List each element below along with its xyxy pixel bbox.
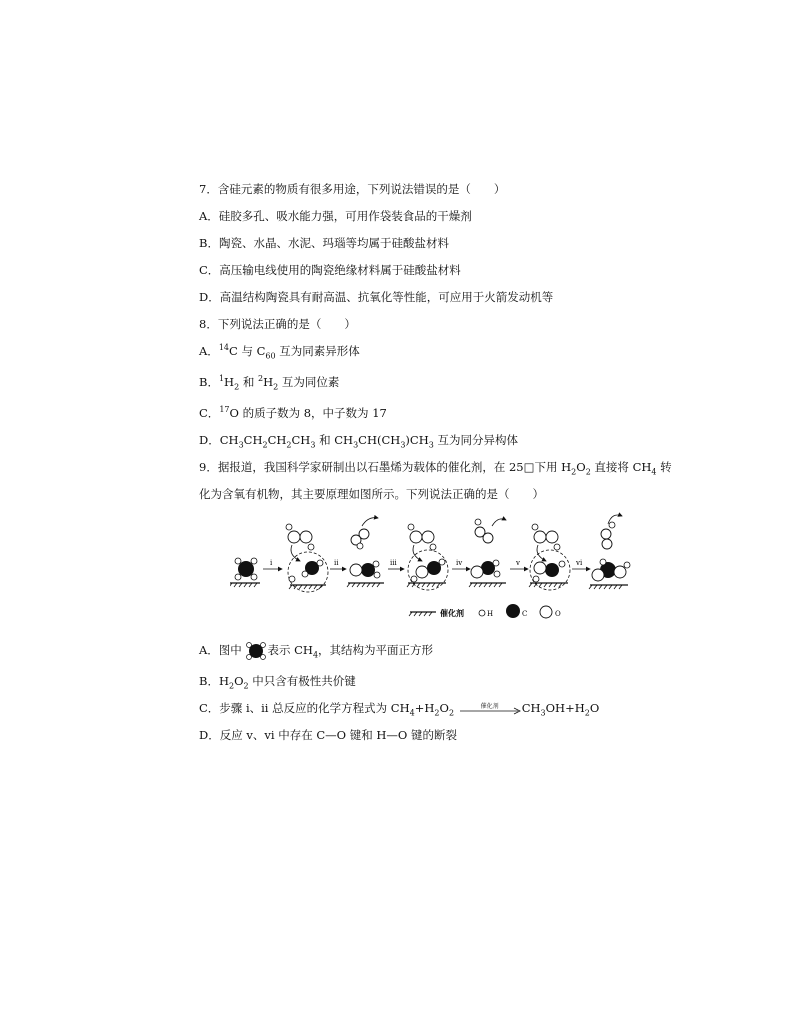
step-arrow-vi xyxy=(572,559,590,569)
q9-stem-line1: 9．据报道，我国科学家研制出以石墨烯为载体的催化剂，在 25□下用 $H_2O_2$ 直接将 $CH_4$ 转 xyxy=(199,460,672,477)
step-arrow-i xyxy=(263,559,282,569)
q9-option-c: C．步骤 i、ii 总反应的化学方程式为 $CH_4+H_2O_2$ 催化剂 $CH_3OH+H_2O$ xyxy=(199,701,600,718)
catalyst-arrow-label: 催化剂 xyxy=(480,703,499,710)
step-arrow-iii xyxy=(388,559,404,569)
step-label-i: i xyxy=(270,559,273,567)
legend-o-label: O xyxy=(555,610,561,618)
q7-stem: 7．含硅元素的物质有很多用途，下列说法错误的是（ ） xyxy=(199,182,506,196)
catalyst-arrow xyxy=(458,702,522,716)
q8-option-a: A．$^{14}$C 与 $C_{60}$ 互为同素异形体 xyxy=(199,343,360,361)
step-label-iv: iv xyxy=(456,559,463,567)
stage-6 xyxy=(589,515,630,589)
reaction-mechanism-diagram xyxy=(230,512,650,624)
stage-5 xyxy=(529,524,570,590)
q7-option-c: C．高压输电线使用的陶瓷绝缘材料属于硅酸盐材料 xyxy=(199,263,461,277)
q9-option-d: D．反应 v、vi 中存在 C—O 键和 H—O 键的断裂 xyxy=(199,728,458,742)
legend-c-label: C xyxy=(522,610,528,618)
diagram-legend xyxy=(409,604,561,618)
step-label-ii: ii xyxy=(334,559,339,567)
step-arrow-iv xyxy=(452,559,470,569)
stage-4 xyxy=(469,519,506,587)
arrow-icon xyxy=(458,702,522,716)
q8-option-b: B．$^1H_2$ 和 $^2H_2$ 互为同位素 xyxy=(199,374,340,392)
q7-option-a: A．硅胶多孔、吸水能力强，可用作袋装食品的干燥剂 xyxy=(199,209,472,223)
q8-option-c: C．$^{17}$O 的质子数为 8，中子数为 17 xyxy=(199,405,387,420)
q7-option-d: D．高温结构陶瓷具有耐高温、抗氧化等性能，可应用于火箭发动机等 xyxy=(199,290,554,304)
legend-catalyst-label: 催化剂 xyxy=(440,608,464,618)
legend-h-label: H xyxy=(487,610,494,618)
stage-0-ch4-on-catalyst xyxy=(230,558,260,587)
q7-option-b: B．陶瓷、水晶、水泥、玛瑙等均属于硅酸盐材料 xyxy=(199,236,449,250)
stage-1 xyxy=(286,524,328,592)
step-arrow-v xyxy=(510,559,528,569)
step-label-iii: iii xyxy=(390,559,397,567)
q8-stem: 8．下列说法正确的是（ ） xyxy=(199,317,356,331)
q9-stem-line2: 化为含氧有机物，其主要原理如图所示。下列说法正确的是（ ） xyxy=(199,487,544,501)
step-arrow-ii xyxy=(330,559,346,569)
step-label-v: v xyxy=(516,559,520,567)
ch4-molecule-icon xyxy=(245,641,267,661)
q9-option-b: B．$H_2O_2$ 中只含有极性共价键 xyxy=(199,674,356,691)
q9-option-a: A．图中 表示 $CH_4$，其结构为平面正方形 xyxy=(199,643,434,660)
step-label-vi: vi xyxy=(576,559,583,567)
q8-option-d: D．$CH_3CH_2CH_2CH_3$ 和 $CH_3CH(CH_3)CH_3$ 互为同分异构体 xyxy=(199,433,518,450)
stage-3 xyxy=(407,524,448,590)
stage-2 xyxy=(347,518,384,587)
